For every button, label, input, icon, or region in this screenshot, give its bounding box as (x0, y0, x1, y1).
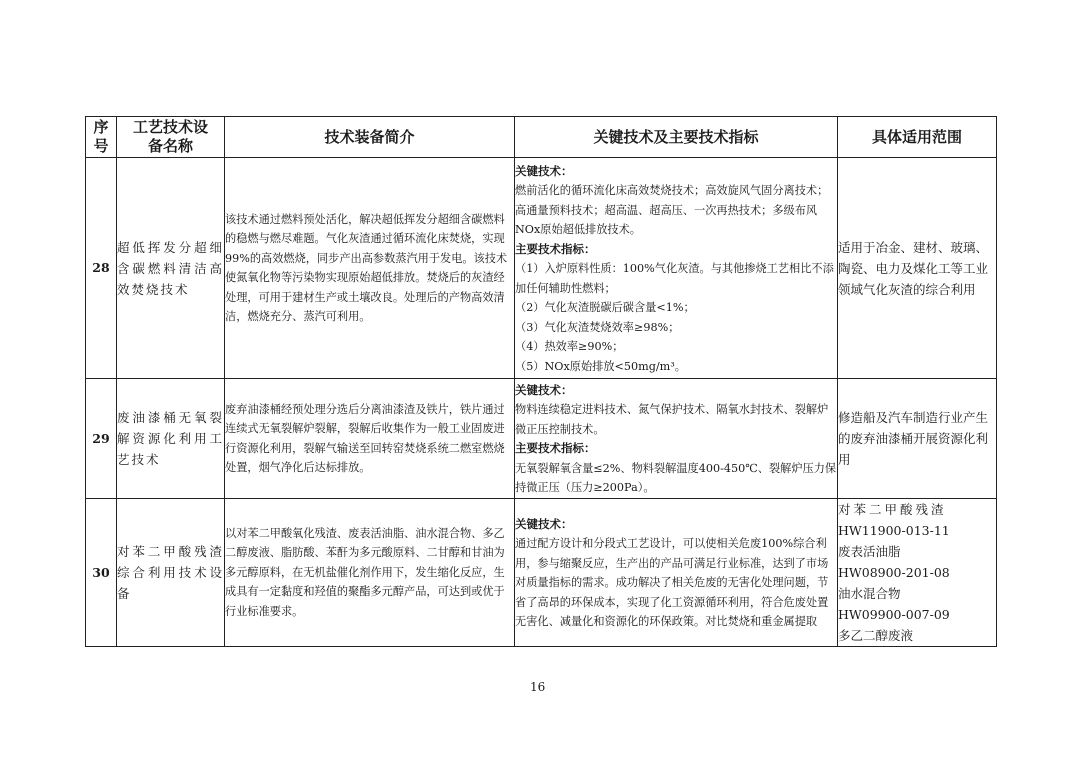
header-seq: 序号 (86, 117, 117, 158)
row-name: 废油漆桶无氧裂解资源化利用工艺技术 (117, 379, 225, 499)
key-index-item: （2）气化灰渣脱碳后碳含量<1%； (515, 301, 695, 315)
scope-code: HW11900-013-11 (838, 523, 950, 538)
key-tech-text: 物料连续稳定进料技术、氮气保护技术、隔氧水封技术、裂解炉微正压控制技术。 (515, 403, 829, 436)
key-index-item: （5）NOx原始排放<50mg/m³。 (515, 359, 686, 373)
key-index-item: （4）热效率≥90%； (515, 340, 624, 354)
page-number: 16 (530, 680, 546, 694)
row-intro: 废弃油漆桶经预处理分选后分离油漆渣及铁片，铁片通过连续式无氧裂解炉裂解，裂解后收集作为一般工业固废进行资源化利用，裂解气输送至回转窑焚烧系统二燃室燃烧处置，烟气净化后达标排放。 (225, 379, 515, 499)
row-number: 29 (86, 379, 117, 499)
header-key: 关键技术及主要技术指标 (515, 117, 838, 158)
key-index-label: 主要技术指标： (515, 441, 596, 455)
row-scope: 适用于冶金、建材、玻璃、陶瓷、电力及煤化工等工业领域气化灰渣的综合利用 (838, 158, 997, 379)
key-index-item: （3）气化灰渣焚烧效率≥98%； (515, 320, 680, 334)
row-scope (838, 499, 997, 647)
row-key (515, 499, 838, 647)
key-tech-text: 通过配方设计和分段式工艺设计，可以使相关危废100%综合利用，参与缩聚反应，生产出的产品可满足行业标准，达到了市场对质量指标的需求。成功解决了相关危废的无害化处理问题，节省了高昂的环保成本，实现了化工资源循环利用，符合危废处置无害化、减量化和资源化的环保政策。对比焚烧和重金属提取 (515, 537, 829, 628)
row-intro: 以对苯二甲酸氧化残渣、废表活油脂、油水混合物、多乙二醇废液、脂肪酸、苯酐为多元酸原料、二甘醇和甘油为多元醇原料，在无机盐催化剂作用下，发生缩化反应，生成具有一定黏度和羟值的聚酯多元醇产品，可达到或优于行业标准要求。 (225, 499, 515, 647)
scope-item: 多乙二醇废液 (838, 628, 914, 643)
row-scope: 修造船及汽车制造行业产生的废弃油漆桶开展资源化利用 (838, 379, 997, 499)
header-name: 工艺技术设备名称 (117, 117, 225, 158)
scope-item: 对苯二甲酸残渣 (838, 502, 947, 517)
row-key (515, 379, 838, 499)
row-number: 30 (86, 499, 117, 647)
technology-table (85, 116, 997, 647)
scope-code: HW08900-201-08 (838, 565, 950, 580)
table-row (86, 499, 997, 647)
row-key (515, 158, 838, 379)
key-index-text: 无氧裂解氧含量≤2%、物料裂解温度400-450℃、裂解炉压力保持微正压（压力≥200Pa）。 (515, 461, 837, 494)
key-tech-label: 关键技术： (515, 163, 573, 178)
key-index-item: （1）入炉原料性质：100%气化灰渣。与其他掺烧工艺相比不添加任何辅助性燃料； (515, 262, 834, 295)
table-row (86, 379, 997, 499)
row-name: 对苯二甲酸残渣综合利用技术设备 (117, 499, 225, 647)
table-row (86, 158, 997, 379)
scope-item: 废表活油脂 (838, 544, 901, 559)
table-header-row (86, 117, 997, 158)
header-intro: 技术装备简介 (225, 117, 515, 158)
key-index-label: 主要技术指标： (515, 241, 596, 256)
row-intro: 该技术通过燃料预处活化，解决超低挥发分超细含碳燃料的稳燃与燃尽难题。气化灰渣通过循环流化床焚烧，实现99%的高效燃烧，同步产出高参数蒸汽用于发电。该技术使氮氧化物等污染物实现原始超低排放。焚烧后的灰渣经处理，可用于建材生产或土壤改良。处理后的产物高效清洁，燃烧充分、蒸汽可利用。 (225, 158, 515, 379)
key-tech-text: 燃前活化的循环流化床高效焚烧技术；高效旋风气固分离技术；高通量预料技术；超高温、超高压、一次再热技术；多级布风NOx原始超低排放技术。 (515, 184, 829, 237)
scope-item: 油水混合物 (838, 586, 901, 601)
row-name: 超低挥发分超细含碳燃料清洁高效焚烧技术 (117, 158, 225, 379)
scope-code: HW09900-007-09 (838, 607, 950, 622)
header-scope: 具体适用范围 (838, 117, 997, 158)
key-tech-label: 关键技术： (515, 516, 573, 531)
row-number: 28 (86, 158, 117, 379)
key-tech-label: 关键技术： (515, 382, 573, 397)
